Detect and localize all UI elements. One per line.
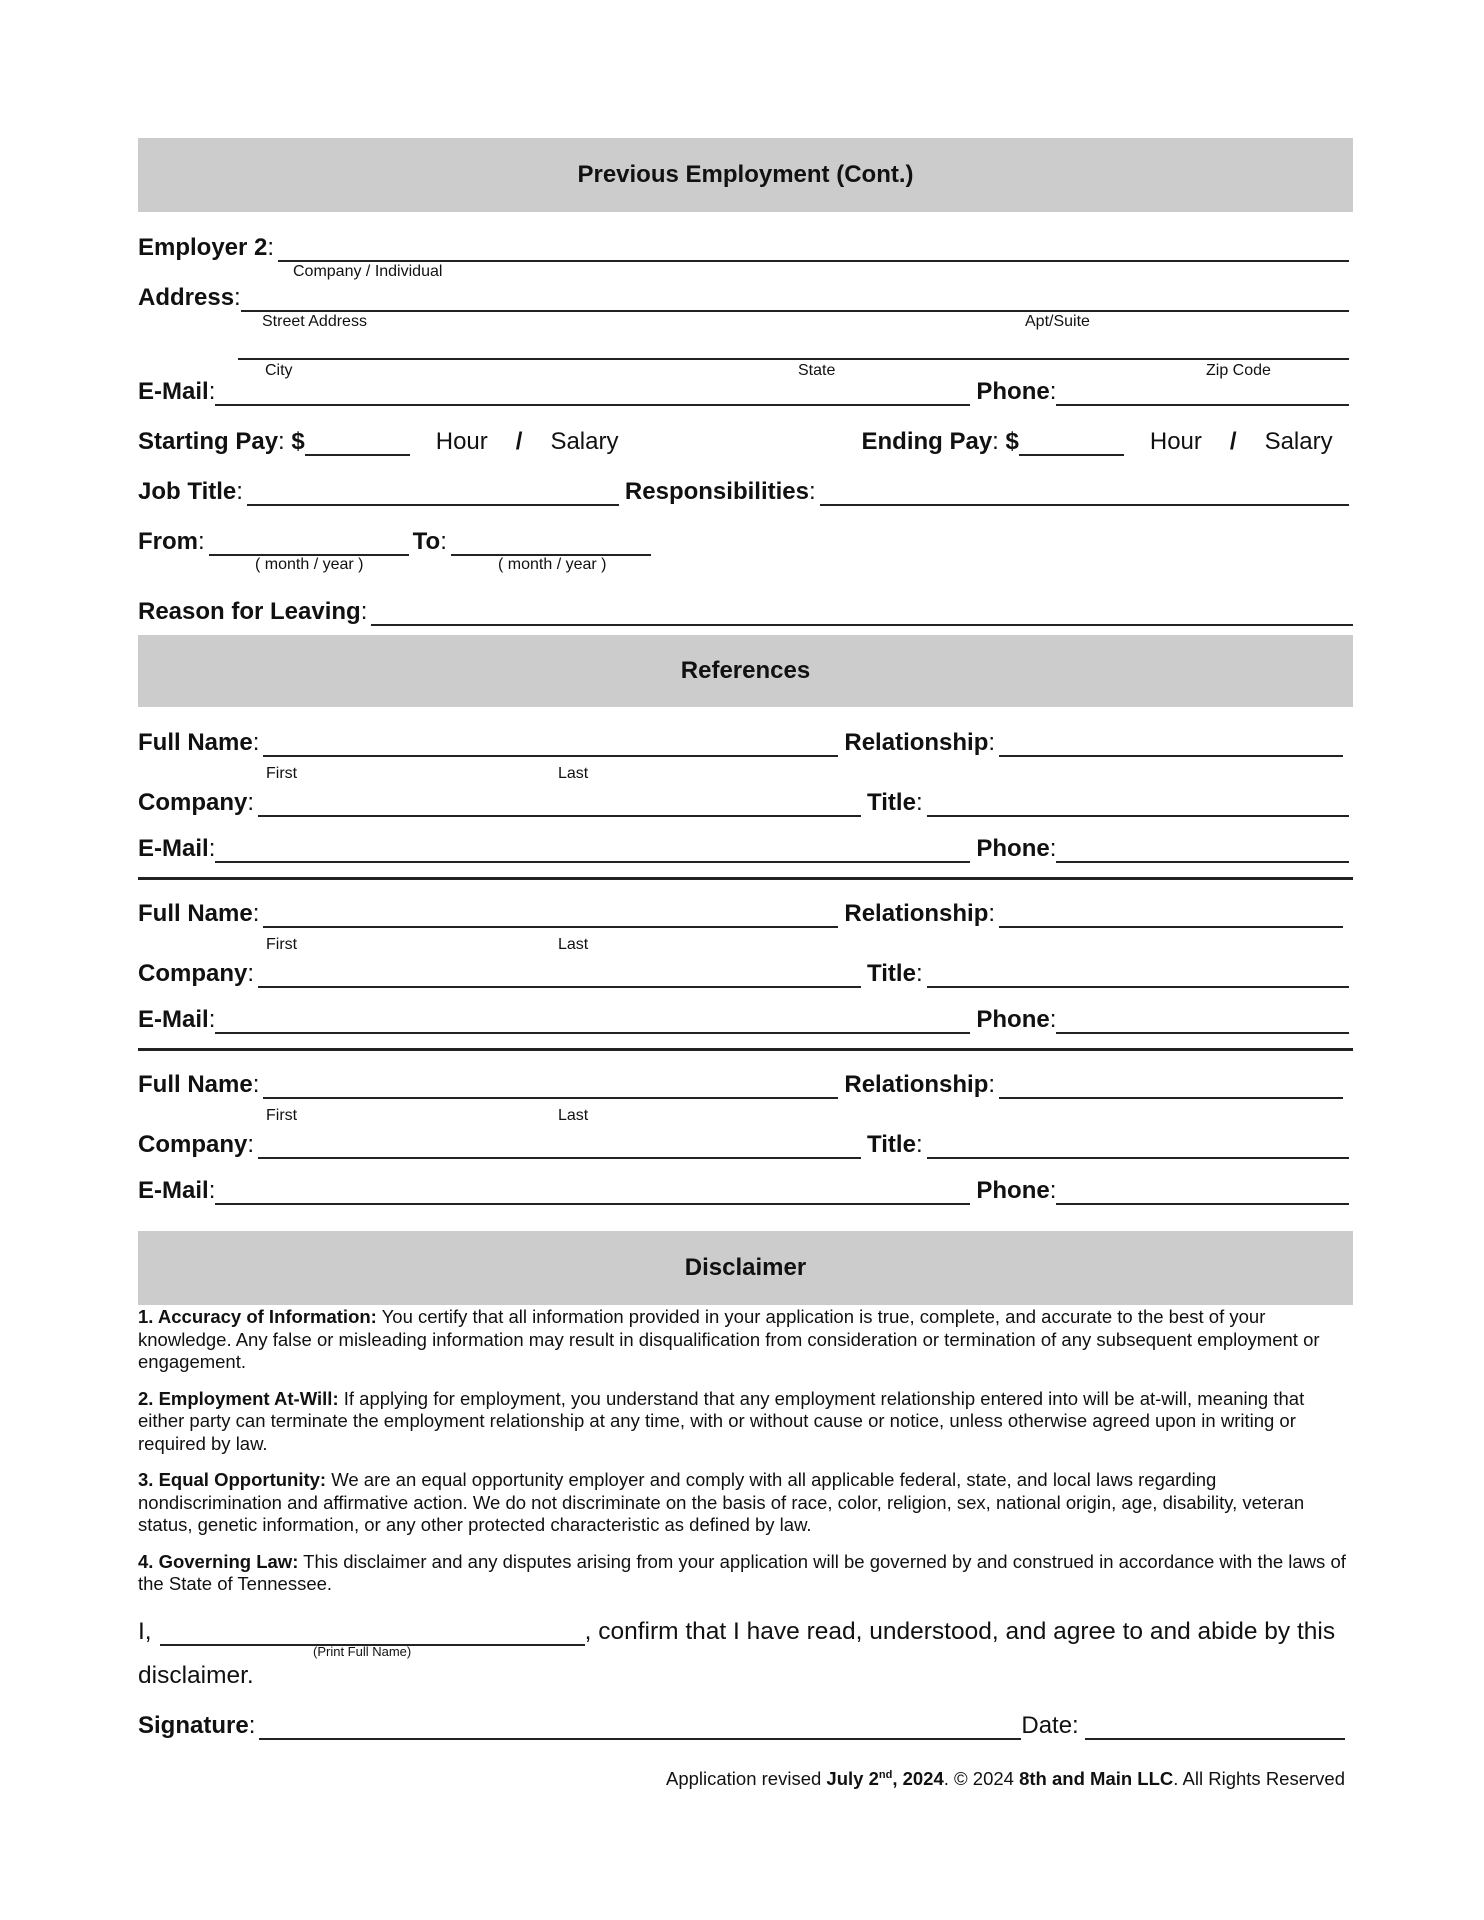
- reference-divider-1: [138, 877, 1353, 880]
- reference-block-1: [138, 721, 1353, 863]
- confirm-row: [138, 1610, 1353, 1646]
- ref1-first-caption: First: [266, 765, 298, 782]
- ref1-title-field[interactable]: [927, 789, 1349, 817]
- ref3-company-field[interactable]: [258, 1131, 861, 1159]
- ref3-phone-label: Phone:: [976, 1177, 1057, 1204]
- state-caption: State: [798, 362, 836, 379]
- address-captions: [138, 312, 1353, 334]
- ref3-title-field[interactable]: [927, 1131, 1349, 1159]
- disclaimer-header: [138, 1231, 1353, 1305]
- ref3-relationship-label: Relationship:: [844, 1071, 996, 1098]
- city-captions: [138, 360, 1353, 378]
- print-name-caption: (Print Full Name): [313, 1643, 412, 1659]
- footer: [138, 1768, 1345, 1790]
- ref3-email-field[interactable]: [215, 1177, 970, 1205]
- ref1-relationship-field[interactable]: [999, 729, 1343, 757]
- ref1-company-label: Company:: [138, 789, 255, 816]
- reference-divider-2: [138, 1048, 1353, 1051]
- footer-year: , 2024: [892, 1767, 944, 1789]
- from-to-row: [138, 520, 1353, 556]
- job-title-label: Job Title:: [138, 478, 243, 505]
- reference-block-2: [138, 892, 1353, 1034]
- reason-label: Reason for Leaving:: [138, 598, 368, 625]
- ref2-relationship-field[interactable]: [999, 900, 1343, 928]
- responsibilities-field[interactable]: [820, 478, 1349, 506]
- starting-hour-option[interactable]: Hour: [435, 428, 488, 455]
- ref2-phone-label: Phone:: [976, 1006, 1057, 1033]
- ref3-full-name-field[interactable]: [263, 1071, 838, 1099]
- responsibilities-label: Responsibilities:: [624, 478, 816, 505]
- ref2-full-name-label: Full Name:: [138, 900, 260, 927]
- previous-employment-header: [138, 138, 1353, 212]
- street-caption: Street Address: [262, 313, 367, 330]
- city-state-zip-field[interactable]: [238, 344, 1349, 360]
- from-to-captions: [138, 556, 1353, 578]
- reason-row: [138, 590, 1353, 626]
- ref1-relationship-label: Relationship:: [844, 729, 996, 756]
- employer-captions: [138, 262, 1353, 284]
- ref1-email-field[interactable]: [215, 835, 970, 863]
- starting-slash: /: [515, 428, 523, 455]
- ending-hour-option[interactable]: Hour: [1149, 428, 1202, 455]
- ref1-name-captions: [138, 757, 1353, 782]
- ref3-first-caption: First: [266, 1107, 298, 1124]
- confirm-row-2: [138, 1660, 1353, 1690]
- employer-email-field[interactable]: [215, 378, 970, 406]
- ref3-company-row: [138, 1123, 1353, 1159]
- footer-suffix: . All Rights Reserved: [1173, 1767, 1345, 1789]
- references-title: References: [680, 657, 811, 684]
- signature-row: [138, 1704, 1353, 1740]
- confirm-prefix: I,: [138, 1617, 152, 1645]
- city-caption: City: [265, 362, 293, 379]
- employer-row: [138, 226, 1353, 262]
- ref2-relationship-label: Relationship:: [844, 900, 996, 927]
- ref1-company-row: [138, 781, 1353, 817]
- ending-slash: /: [1229, 428, 1237, 455]
- references-header: [138, 635, 1353, 707]
- from-month-year-caption: ( month / year ): [255, 556, 364, 573]
- ref2-company-row: [138, 952, 1353, 988]
- phone-label: Phone:: [976, 378, 1057, 405]
- confirm-text-2: disclaimer.: [138, 1661, 254, 1689]
- ref1-title-label: Title:: [867, 789, 923, 816]
- starting-pay-label: Starting Pay: $: [138, 428, 305, 455]
- ref3-company-label: Company:: [138, 1131, 255, 1158]
- employer-phone-field[interactable]: [1056, 378, 1349, 406]
- company-caption: Company / Individual: [293, 263, 443, 280]
- city-state-zip-row: [138, 334, 1353, 360]
- employer-label: Employer 2:: [138, 234, 275, 261]
- disclaimer-item-1: 1. Accuracy of Information: You certify that all information provided in your application is true, complete, and accurate to the best of your knowledge. Any false or misleading information may result in disqualification from consideration or termination of any subsequent employment or engagement.: [138, 1306, 1320, 1372]
- confirm-text: , confirm that I have read, understood, and agree to and abide by this: [584, 1617, 1336, 1645]
- to-label: To:: [412, 528, 447, 555]
- ref2-last-caption: Last: [558, 936, 589, 953]
- job-title-row: [138, 470, 1353, 506]
- pay-row: [138, 420, 1353, 456]
- ending-salary-option[interactable]: Salary: [1264, 428, 1333, 455]
- ref2-full-name-field[interactable]: [263, 900, 838, 928]
- ref2-company-field[interactable]: [258, 960, 861, 988]
- ref2-title-label: Title:: [867, 960, 923, 987]
- ref3-email-row: [138, 1169, 1353, 1205]
- ref2-company-label: Company:: [138, 960, 255, 987]
- ref3-last-caption: Last: [558, 1107, 589, 1124]
- ref2-first-caption: First: [266, 936, 298, 953]
- disclaimer-body: [138, 1306, 1353, 1596]
- zip-caption: Zip Code: [1206, 362, 1271, 379]
- ref3-relationship-field[interactable]: [999, 1071, 1343, 1099]
- from-field[interactable]: [209, 528, 409, 556]
- job-title-field[interactable]: [247, 478, 619, 506]
- ref2-email-row: [138, 998, 1353, 1034]
- footer-company: 8th and Main LLC: [1019, 1767, 1174, 1789]
- to-field[interactable]: [451, 528, 651, 556]
- footer-date: July 2: [826, 1767, 879, 1789]
- ref1-name-row: [138, 721, 1353, 757]
- footer-date-sup: nd: [878, 1768, 893, 1781]
- ref3-name-row: [138, 1063, 1353, 1099]
- disclaimer-title: Disclaimer: [684, 1254, 807, 1281]
- from-label: From:: [138, 528, 205, 555]
- ref1-email-row: [138, 827, 1353, 863]
- ref2-email-field[interactable]: [215, 1006, 970, 1034]
- ending-pay-label: Ending Pay: $: [861, 428, 1019, 455]
- email-label: E-Mail:: [138, 378, 216, 405]
- ref1-phone-label: Phone:: [976, 835, 1057, 862]
- ref1-email-label: E-Mail:: [138, 835, 216, 862]
- ref2-phone-field[interactable]: [1056, 1006, 1349, 1034]
- footer-prefix: Application revised: [665, 1767, 827, 1789]
- apt-caption: Apt/Suite: [1025, 313, 1090, 330]
- signature-field[interactable]: [259, 1712, 1021, 1740]
- reference-block-3: [138, 1063, 1353, 1205]
- street-address-field[interactable]: [241, 284, 1349, 312]
- ref3-phone-field[interactable]: [1056, 1177, 1349, 1205]
- employer-field[interactable]: [278, 234, 1349, 262]
- to-month-year-caption: ( month / year ): [498, 556, 607, 573]
- section-title: Previous Employment (Cont.): [577, 161, 914, 188]
- ref3-email-label: E-Mail:: [138, 1177, 216, 1204]
- disclaimer-item-3: 3. Equal Opportunity: We are an equal opportunity employer and comply with all applicable federal, state, and local laws regarding nondiscrimination and affirmative action. We do not discriminate on the basis of race, color, religion, sex, national origin, age, disability, veteran status, genetic information, or any other protected characteristic as defined by law.: [138, 1469, 1305, 1535]
- ref2-name-captions: [138, 928, 1353, 953]
- ref2-title-field[interactable]: [927, 960, 1349, 988]
- address-label: Address:: [138, 284, 241, 311]
- date-field[interactable]: [1085, 1712, 1345, 1740]
- ref1-phone-field[interactable]: [1056, 835, 1349, 863]
- date-label: Date:: [1021, 1711, 1079, 1739]
- ref1-full-name-label: Full Name:: [138, 729, 260, 756]
- ending-pay-field[interactable]: [1019, 428, 1124, 456]
- ref1-last-caption: Last: [558, 765, 589, 782]
- print-full-name-field[interactable]: [160, 1618, 585, 1646]
- starting-pay-field[interactable]: [305, 428, 410, 456]
- reason-field[interactable]: [371, 598, 1353, 626]
- ref3-name-captions: [138, 1099, 1353, 1124]
- ref2-email-label: E-Mail:: [138, 1006, 216, 1033]
- disclaimer-item-4: 4. Governing Law: This disclaimer and any disputes arising from your application will be governed by and construed in accordance with the laws of the State of Tennessee.: [138, 1550, 1346, 1594]
- application-page: [138, 138, 1353, 1790]
- ref1-full-name-field[interactable]: [263, 729, 838, 757]
- disclaimer-item-2: 2. Employment At-Will: If applying for employment, you understand that any employment relationship entered into will be at-will, meaning that either party can terminate the employment relationship at any time, with or without cause or notice, unless otherwise agreed upon in writing or required by law.: [138, 1387, 1305, 1454]
- starting-salary-option[interactable]: Salary: [550, 428, 619, 455]
- signature-label: Signature:: [138, 1711, 256, 1739]
- confirm-captions: [138, 1643, 1353, 1660]
- ref2-name-row: [138, 892, 1353, 928]
- ref1-company-field[interactable]: [258, 789, 861, 817]
- ref3-title-label: Title:: [867, 1131, 923, 1158]
- ref3-full-name-label: Full Name:: [138, 1071, 260, 1098]
- footer-copyright: . © 2024: [943, 1767, 1020, 1789]
